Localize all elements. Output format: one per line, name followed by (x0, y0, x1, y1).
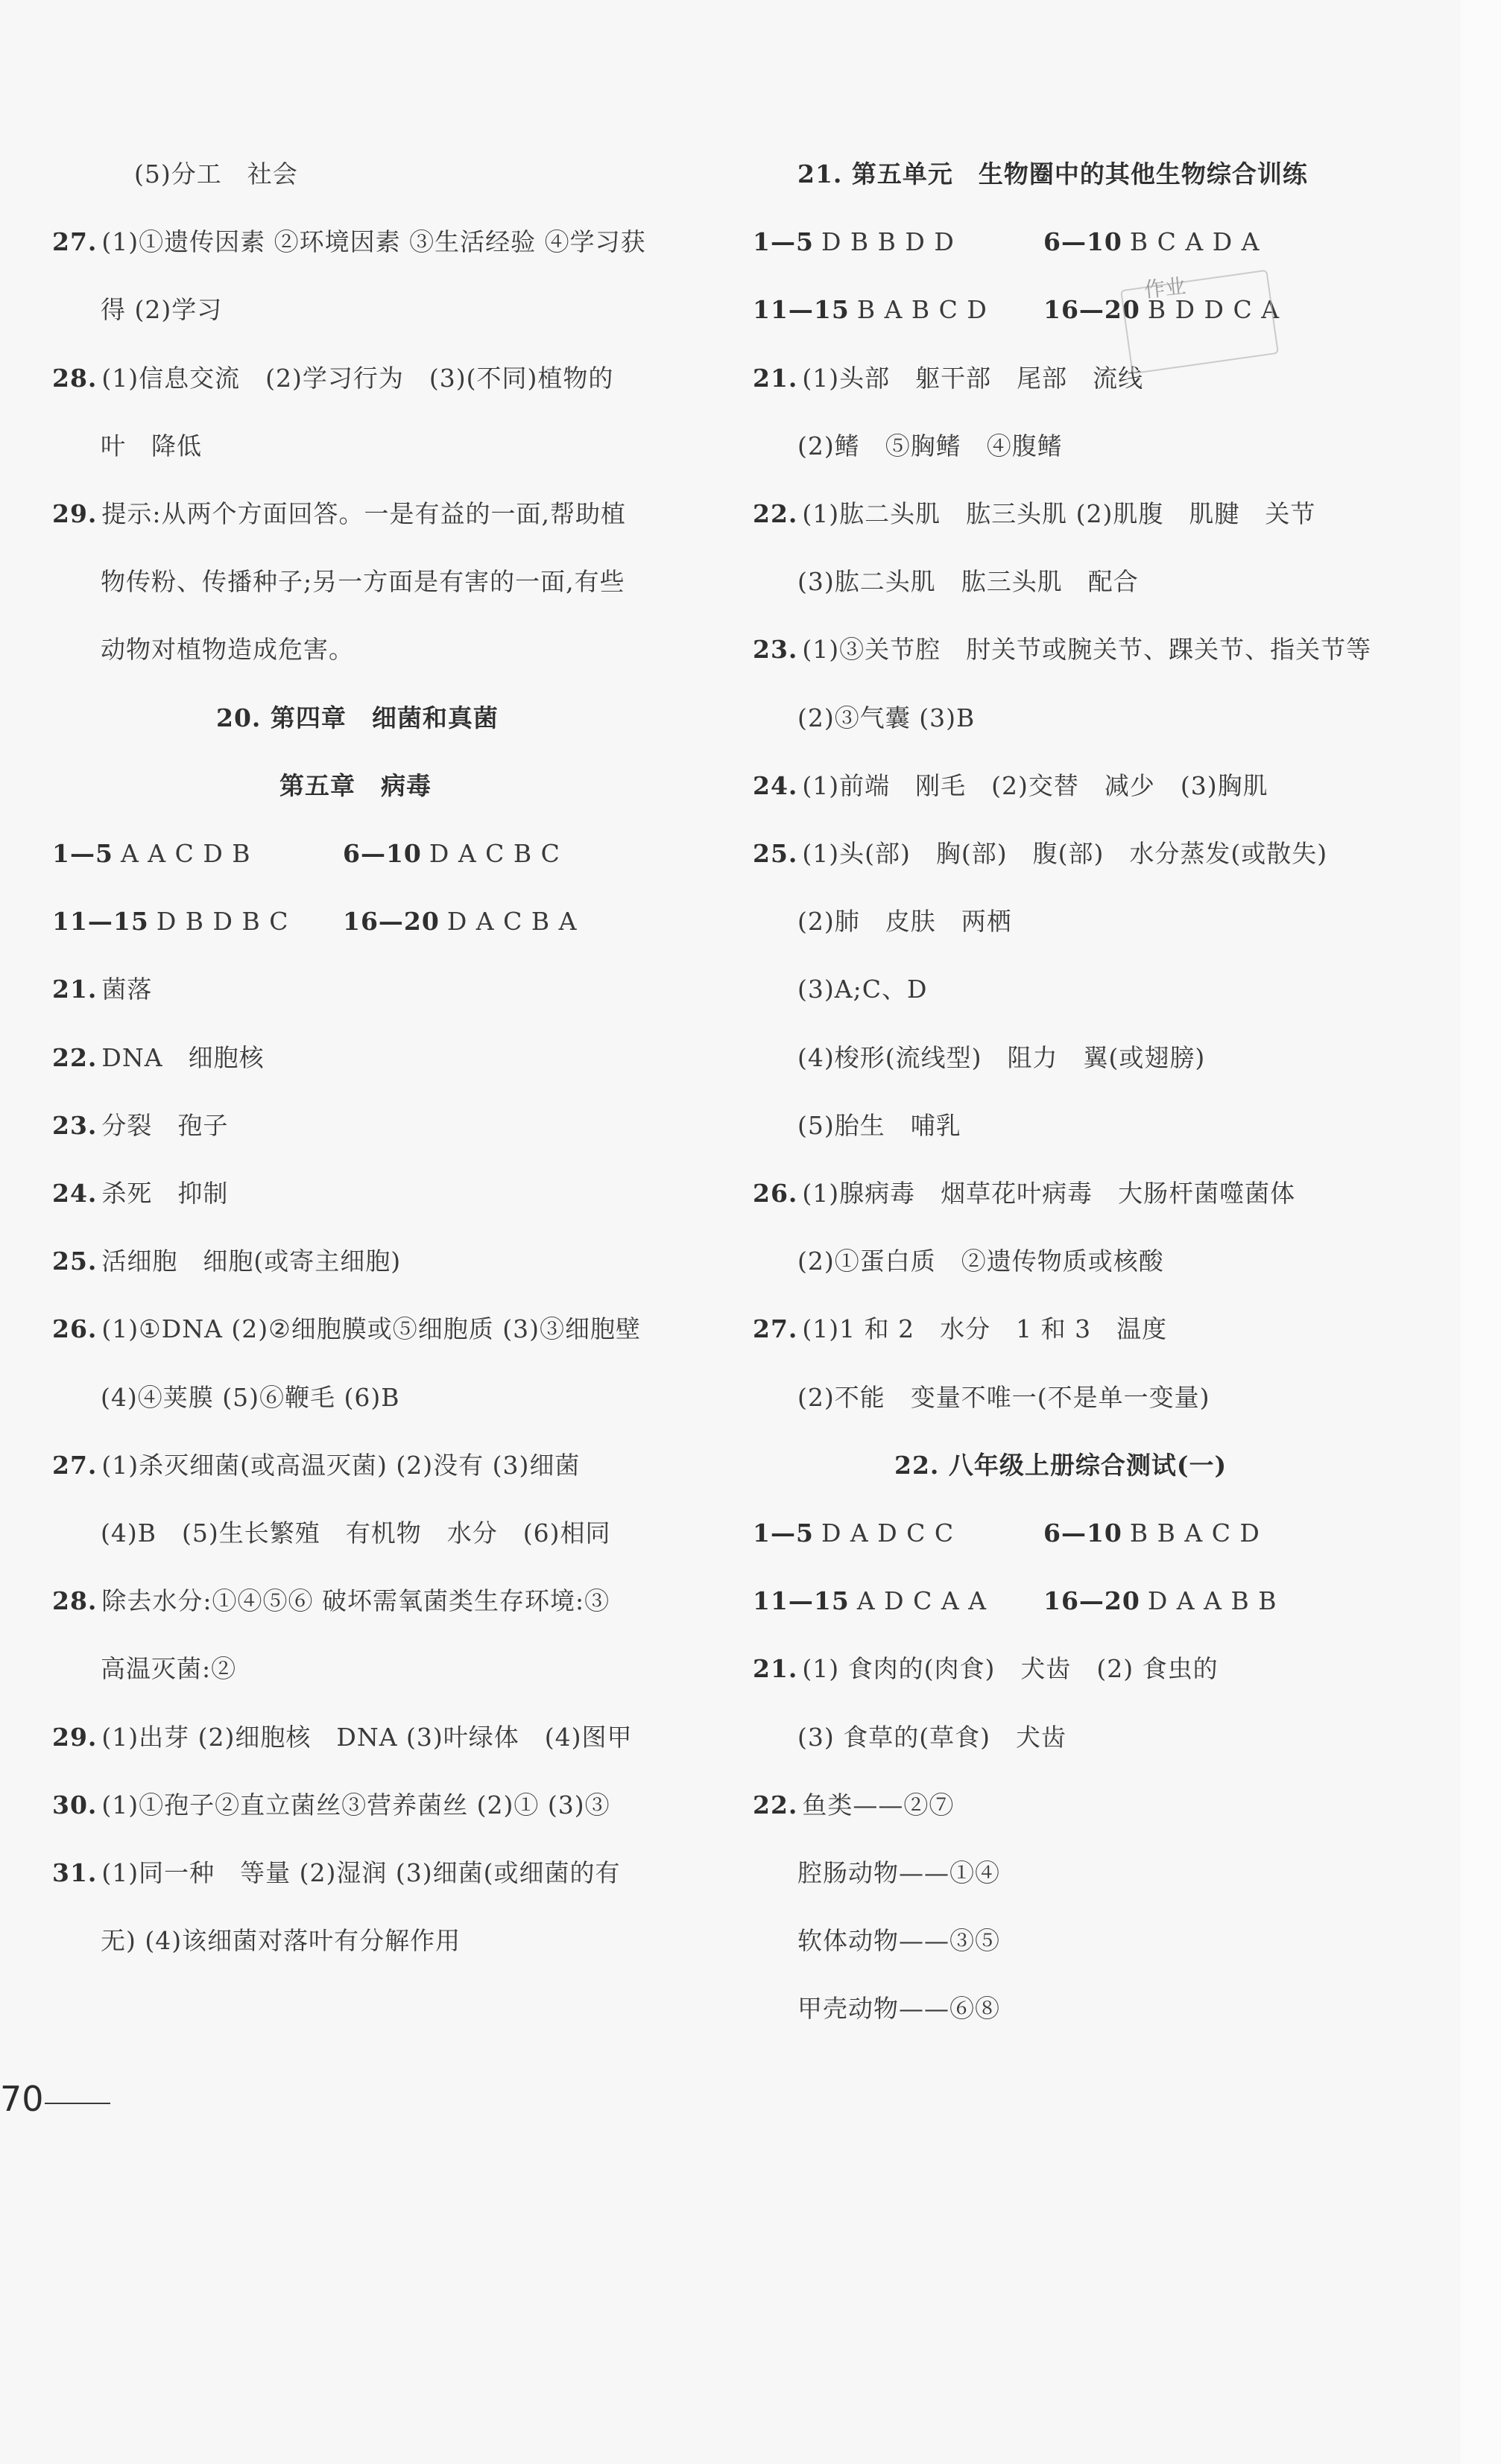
answer-text: (3)肱二头肌 肱三头肌 配合 (797, 567, 1139, 597)
answer-text: 分裂 孢子 (101, 1110, 229, 1140)
section-heading (894, 1449, 1227, 1482)
question-number: 24. (753, 770, 798, 800)
section-heading (279, 770, 432, 802)
answer-text: (1)信息交流 (2)学习行为 (3)(不同)植物的 (101, 363, 614, 393)
answer-text: 提示:从两个方面回答。一是有益的一面,帮助植 (101, 499, 627, 528)
choice-range: 11—15 (753, 1586, 850, 1616)
choice-group (52, 837, 343, 870)
page-number: 70 (0, 2079, 44, 2119)
answer-text: (5)胎生 哺乳 (797, 1110, 961, 1140)
answer-text: 杀死 抑制 (101, 1179, 229, 1208)
answer-text: (1)头(部) 胸(部) 腹(部) 水分蒸发(或散失) (802, 839, 1328, 868)
question-number: 29. (52, 1722, 98, 1752)
answer-line (52, 973, 152, 1006)
choice-letters: B D D C A (1147, 295, 1280, 325)
choice-letters: A A C D B (120, 839, 251, 868)
answer-text: 物传粉、传播种子;另一方面是有害的一面,有些 (101, 567, 625, 597)
answer-line (753, 837, 1327, 870)
question-number: 31. (52, 1858, 98, 1887)
question-number: 25. (753, 839, 798, 868)
answer-line (52, 1109, 228, 1142)
answer-text: (1)腺病毒 烟草花叶病毒 大肠杆菌噬菌体 (802, 1179, 1296, 1208)
question-number: 27. (753, 1314, 798, 1344)
choice-range: 11—15 (753, 295, 850, 325)
question-number: 25. (52, 1247, 98, 1276)
answer-text: 叶 降低 (101, 431, 202, 460)
answer-line (797, 1245, 1164, 1278)
choice-range: 1—5 (52, 839, 113, 868)
answer-text: 菌落 (101, 975, 153, 1004)
question-number: 21. (753, 1654, 798, 1684)
question-number: 24. (52, 1179, 98, 1208)
answer-text: (5)分工 社会 (134, 159, 298, 189)
choice-letters: D B B D D (821, 227, 955, 257)
homework-stamp-text: 作业 (1143, 273, 1187, 303)
question-number: 29. (52, 499, 98, 528)
question-number: 22. (52, 1042, 98, 1072)
choice-range: 16—20 (343, 907, 440, 937)
answer-line (753, 1653, 1219, 1685)
answer-text: 软体动物——③⑤ (797, 1926, 1000, 1956)
answer-text: (1)出芽 (2)细胞核 DNA (3)叶绿体 (4)图甲 (101, 1722, 633, 1752)
answer-line (753, 498, 1315, 531)
choice-group (52, 905, 343, 938)
answer-text: (4)B (5)生长繁殖 有机物 水分 (6)相同 (101, 1518, 611, 1548)
answer-line (797, 1381, 1210, 1414)
answer-text: (2)肺 皮肤 两栖 (797, 907, 1012, 937)
answer-text: (2)鳍 ⑤胸鳍 ④腹鳍 (797, 431, 1063, 460)
answer-line (753, 1313, 1167, 1346)
choice-group (1043, 227, 1260, 256)
question-number: 21. (753, 363, 798, 393)
choice-letters: D A C B A (446, 907, 578, 937)
question-number: 30. (52, 1790, 98, 1820)
section-heading-text: 22. 八年级上册综合测试(一) (894, 1450, 1227, 1480)
choice-letters: D A A B B (1147, 1586, 1277, 1616)
question-number: 26. (52, 1314, 98, 1344)
answer-line (101, 1381, 399, 1414)
answer-text: (1)杀灭细菌(或高温灭菌) (2)没有 (3)细菌 (101, 1450, 581, 1480)
section-heading (797, 158, 1308, 191)
answer-line (753, 633, 1371, 666)
question-number: 23. (753, 635, 798, 665)
choice-letters: B C A D A (1129, 227, 1260, 257)
answer-text: (1)前端 刚毛 (2)交替 减少 (3)胸肌 (802, 770, 1268, 800)
answer-text: (1)①遗传因素 ②环境因素 ③生活经验 ④学习获 (101, 227, 646, 257)
answer-line (101, 633, 354, 666)
choice-answers-row (753, 1517, 1260, 1550)
answer-text: 活细胞 细胞(或寄主细胞) (101, 1247, 402, 1276)
answer-line (797, 702, 975, 735)
answer-line (797, 1925, 1000, 1957)
answer-line (52, 1313, 641, 1346)
question-number: 23. (52, 1110, 98, 1140)
question-number: 27. (52, 1450, 98, 1480)
answer-line (52, 226, 646, 259)
question-number: 26. (753, 1179, 798, 1208)
answer-line (101, 1653, 236, 1685)
answer-line (101, 430, 202, 463)
answer-line (52, 1721, 633, 1754)
choice-letters: A D C A A (856, 1586, 987, 1616)
answer-text: (1)③关节腔 肘关节或腕关节、踝关节、指关节等 (802, 635, 1372, 665)
answer-line (52, 1585, 610, 1618)
answer-text: 高温灭菌:② (101, 1654, 237, 1684)
answer-line (101, 1517, 610, 1550)
answer-text: (3) 食草的(草食) 犬齿 (797, 1722, 1066, 1752)
answer-text: 鱼类——②⑦ (802, 1790, 955, 1820)
answer-line (797, 1109, 961, 1142)
choice-group (343, 907, 577, 936)
choice-letters: D B D B C (156, 907, 289, 937)
answer-text: (1)肱二头肌 肱三头肌 (2)肌腹 肌腱 关节 (802, 499, 1316, 528)
choice-range: 1—5 (753, 227, 814, 257)
answer-text: 动物对植物造成危害。 (101, 635, 354, 665)
choice-range: 6—10 (343, 839, 422, 868)
answer-text: (1)头部 躯干部 尾部 流线 (802, 363, 1144, 393)
answer-text: 除去水分:①④⑤⑥ 破坏需氧菌类生存环境:③ (101, 1586, 610, 1616)
answer-line (52, 362, 613, 395)
choice-letters: B A B C D (856, 295, 987, 325)
question-number: 22. (753, 499, 798, 528)
choice-group (753, 1585, 1043, 1618)
question-number: 22. (753, 1790, 798, 1820)
answer-line (797, 566, 1139, 598)
answer-line (797, 1992, 1000, 2025)
answer-line (797, 1721, 1066, 1754)
answer-line (797, 1042, 1205, 1074)
answer-line (52, 1245, 401, 1278)
answer-text: (1) 食肉的(肉食) 犬齿 (2) 食虫的 (802, 1654, 1219, 1684)
choice-group (753, 1517, 1043, 1550)
question-number: 28. (52, 363, 98, 393)
answer-line (753, 1789, 954, 1822)
answer-line (753, 770, 1268, 802)
choice-answers-row (52, 905, 577, 938)
choice-group (753, 294, 1043, 326)
answer-text: DNA 细胞核 (101, 1042, 265, 1072)
answer-line (52, 498, 626, 531)
answer-line (134, 158, 298, 191)
answer-line (52, 1177, 228, 1210)
choice-letters: D A C B C (429, 839, 560, 868)
answer-text: (1)1 和 2 水分 1 和 3 温度 (802, 1314, 1168, 1344)
answer-text: (3)A;C、D (797, 975, 928, 1004)
choice-letters: B B A C D (1129, 1518, 1260, 1548)
choice-range: 6—10 (1043, 227, 1122, 257)
choice-letters: D A D C C (821, 1518, 955, 1548)
answer-line (52, 1449, 580, 1482)
answer-text: 甲壳动物——⑥⑧ (797, 1994, 1000, 2024)
answer-text: 得 (2)学习 (101, 295, 223, 325)
answer-text: (4)梭形(流线型) 阻力 翼(或翅膀) (797, 1042, 1206, 1072)
answer-line (52, 1789, 610, 1822)
choice-range: 6—10 (1043, 1518, 1122, 1548)
choice-range: 1—5 (753, 1518, 814, 1548)
answer-line (753, 1177, 1295, 1210)
answer-line (797, 1857, 1000, 1890)
answer-text: 腔肠动物——①④ (797, 1858, 1000, 1887)
choice-range: 11—15 (52, 907, 149, 937)
choice-group (753, 226, 1043, 259)
choice-answers-row (753, 226, 1260, 259)
answer-text: (2)①蛋白质 ②遗传物质或核酸 (797, 1247, 1164, 1276)
question-number: 27. (52, 227, 98, 257)
answer-text: (2)不能 变量不唯一(不是单一变量) (797, 1382, 1210, 1412)
answer-text: 无) (4)该细菌对落叶有分解作用 (101, 1926, 461, 1956)
answer-text: (1)①孢子②直立菌丝③营养菌丝 (2)① (3)③ (101, 1790, 610, 1820)
section-heading (216, 702, 499, 735)
choice-group (1043, 1586, 1277, 1615)
section-heading-text: 21. 第五单元 生物圈中的其他生物综合训练 (797, 159, 1308, 189)
question-number: 21. (52, 975, 98, 1004)
answer-line (797, 430, 1063, 463)
answer-line (101, 1925, 461, 1957)
section-heading-text: 第五章 病毒 (279, 770, 432, 800)
answer-text: (1)同一种 等量 (2)湿润 (3)细菌(或细菌的有 (101, 1858, 621, 1887)
answer-line (753, 362, 1143, 395)
choice-answers-row (52, 837, 560, 870)
section-heading-text: 20. 第四章 细菌和真菌 (216, 703, 499, 732)
choice-answers-row (753, 1585, 1277, 1618)
answer-line (797, 905, 1012, 938)
answer-line (101, 294, 222, 326)
answer-text: (2)③气囊 (3)B (797, 703, 976, 732)
question-number: 28. (52, 1586, 98, 1616)
choice-range: 16—20 (1043, 1586, 1140, 1616)
answer-line (101, 566, 625, 598)
answer-line (52, 1857, 621, 1890)
choice-group (1043, 1518, 1260, 1548)
choice-group (343, 839, 560, 868)
answer-text: (4)④荚膜 (5)⑥鞭毛 (6)B (101, 1382, 400, 1412)
answer-text: (1)①DNA (2)②细胞膜或⑤细胞质 (3)③细胞壁 (101, 1314, 641, 1344)
page-number-rule (45, 2103, 110, 2104)
choice-range: 16—20 (1043, 295, 1140, 325)
answer-line (52, 1042, 265, 1074)
answer-line (797, 973, 927, 1006)
